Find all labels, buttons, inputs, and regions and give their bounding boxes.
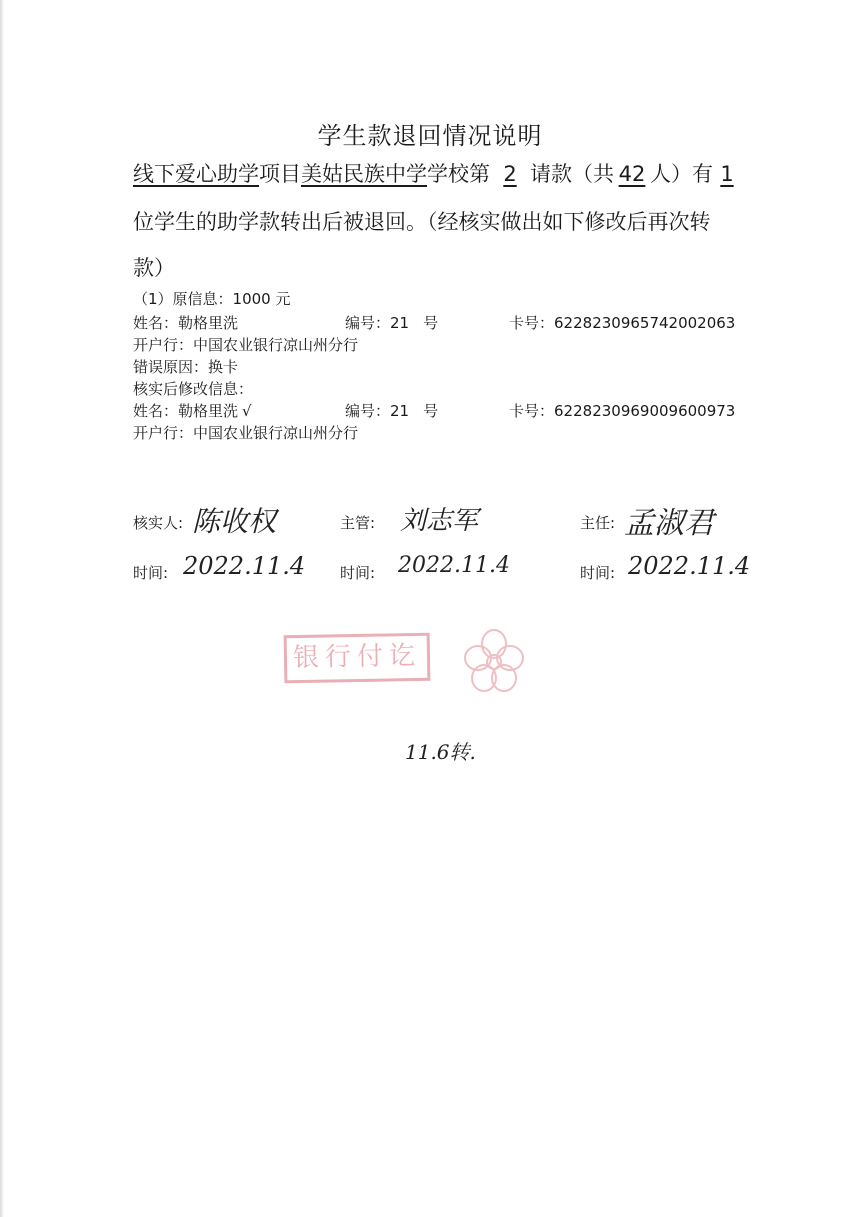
handwritten-note: 11.6转. xyxy=(405,740,476,764)
director-time-label: 时间: xyxy=(580,564,616,582)
original-name-row xyxy=(133,313,238,333)
intro-line-2: 位学生的助学款转出后被退回。（经核实做出如下修改后再次转 xyxy=(133,210,711,234)
bank-name: 中国农业银行凉山州分行 xyxy=(193,336,359,354)
student-number: 21 xyxy=(390,402,410,420)
revised-student-name: 勒格里洗 xyxy=(178,402,239,420)
director-label: 主任: xyxy=(580,514,616,532)
revised-card xyxy=(509,401,735,421)
director-signature: 孟淑君 xyxy=(624,506,714,541)
verifier-label: 核实人: xyxy=(133,514,184,532)
page-title: 学生款退回情况说明 xyxy=(317,122,543,150)
bank-label: 开户行： xyxy=(133,424,194,442)
original-card-number: 6228230965742002063 xyxy=(554,314,736,332)
student-total: 42 xyxy=(618,162,646,186)
revised-name-row xyxy=(133,401,252,421)
checkmark-icon: √ xyxy=(242,402,252,420)
card-label: 卡号： xyxy=(509,314,555,332)
revised-bank-name: 中国农业银行凉山州分行 xyxy=(193,424,359,442)
number-label: 编号： xyxy=(345,314,391,332)
page-edge xyxy=(0,0,4,1217)
batch-number: 2 xyxy=(503,162,517,186)
intro-line-1 xyxy=(133,160,741,188)
revised-card-number: 6228230969009600973 xyxy=(554,402,736,420)
supervisor-date: 2022.11.4 xyxy=(398,553,510,578)
school-name: 美姑民族中学 xyxy=(301,162,427,186)
director-date: 2022.11.4 xyxy=(628,552,751,580)
error-label: 错误原因： xyxy=(133,358,209,376)
student-name: 勒格里洗 xyxy=(178,314,239,332)
original-info-heading: （1）原信息：1000 元 xyxy=(133,290,291,308)
number-unit: 号 xyxy=(423,314,439,332)
flower-seal-icon xyxy=(462,626,526,698)
intro-text: 人）有 xyxy=(650,162,713,186)
project-name: 线下爱心助学 xyxy=(133,162,259,186)
verifier-date: 2022.11.4 xyxy=(183,552,306,580)
original-bank-row xyxy=(133,335,358,355)
original-number xyxy=(345,313,438,333)
verifier-signature: 陈收权 xyxy=(192,505,277,538)
number-unit: 号 xyxy=(423,402,439,420)
bank-paid-stamp: 银行付讫 xyxy=(284,633,431,684)
intro-text: 学校第 xyxy=(427,162,490,186)
revised-number xyxy=(345,401,438,421)
intro-text: 项目 xyxy=(259,162,301,186)
supervisor-time-label: 时间: xyxy=(340,564,376,582)
bank-label: 开户行： xyxy=(133,336,194,354)
supervisor-label: 主管: xyxy=(340,514,376,532)
returned-count: 1 xyxy=(720,162,734,186)
intro-text: 请款（共 xyxy=(530,162,614,186)
error-reason: 换卡 xyxy=(208,358,239,376)
revised-bank-row xyxy=(133,423,358,443)
intro-line-3: 款） xyxy=(133,256,175,280)
revised-info-heading: 核实后修改信息： xyxy=(133,380,254,398)
number-label: 编号： xyxy=(345,402,391,420)
error-reason-row xyxy=(133,357,238,377)
original-card xyxy=(509,313,735,333)
verifier-time-label: 时间: xyxy=(133,564,169,582)
card-label: 卡号： xyxy=(509,402,555,420)
name-label: 姓名： xyxy=(133,402,179,420)
name-label: 姓名： xyxy=(133,314,179,332)
student-number: 21 xyxy=(390,314,410,332)
supervisor-signature: 刘志军 xyxy=(400,506,479,536)
